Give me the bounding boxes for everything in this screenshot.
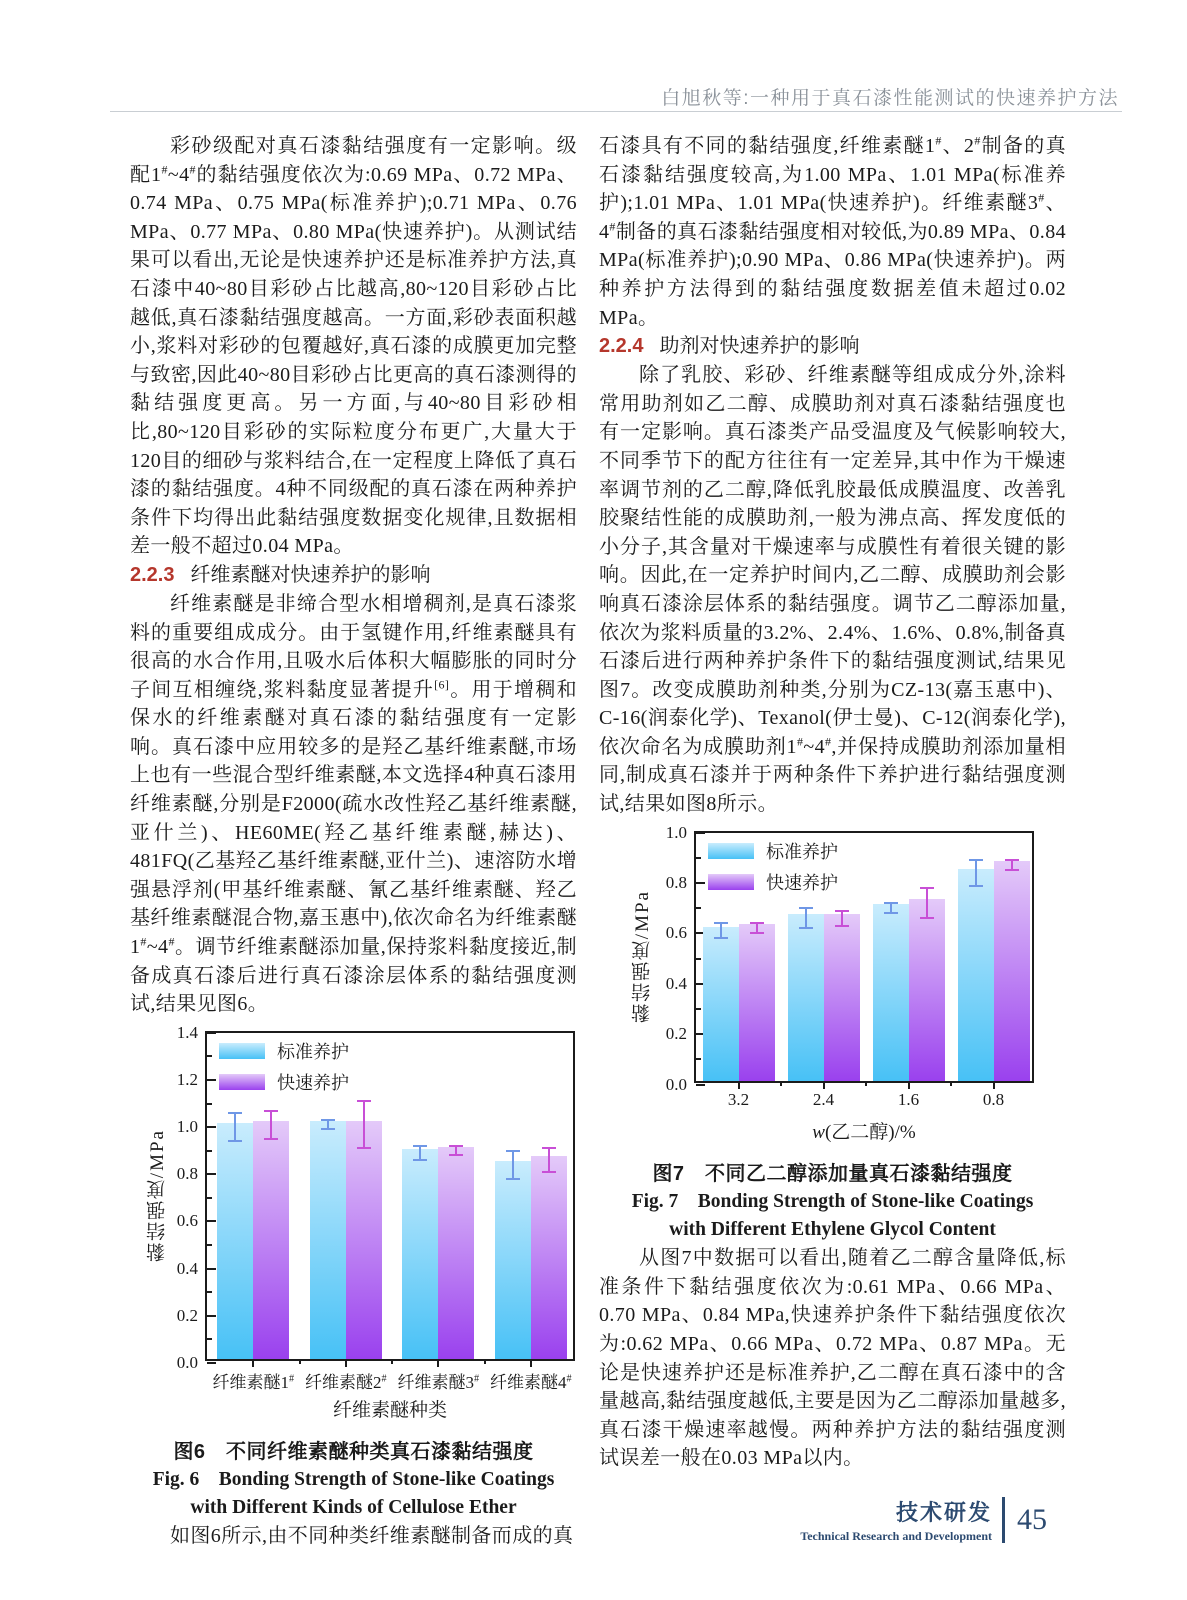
header-rule <box>110 111 1122 112</box>
y-major-tick <box>207 1079 216 1081</box>
x-major-tick <box>437 1359 439 1367</box>
error-cap-bottom <box>228 1140 242 1142</box>
x-tick-label: 纤维素醚1# <box>212 1372 295 1392</box>
legend-item <box>708 869 838 895</box>
x-major-tick <box>252 1359 254 1367</box>
y-tick-label: 0.2 <box>176 1305 198 1325</box>
error-cap-top <box>835 910 849 912</box>
bar-快速养护 <box>346 1121 382 1359</box>
y-tick-label: 0.2 <box>665 1024 687 1044</box>
error-cap-top <box>884 902 898 904</box>
bar-快速养护 <box>909 899 945 1080</box>
error-cap-bottom <box>264 1138 278 1140</box>
bar-快速养护 <box>824 914 860 1080</box>
y-minor-tick <box>207 1103 212 1105</box>
error-cap-bottom <box>1005 869 1019 871</box>
y-tick-label: 0.6 <box>176 1211 198 1231</box>
y-tick-label: 1.2 <box>176 1069 198 1089</box>
paragraph: 彩砂级配对真石漆黏结强度有一定影响。级配1#~4#的黏结强度依次为:0.69 MPa、0.72 MPa、0.74 MPa、0.75 MPa(标准养护);0.71 MPa、0.76 MPa、0.77 MPa、0.80 MPa(快速养护)。从测试结果可以看出,无论是快速养护还是标准养护方法,真石漆中40~80目彩砂占比越高,80~120目彩砂占比越低,真石漆黏结强度越高。一方面,彩砂表面积越小,浆料对彩砂的包覆越好,真石漆的成膜更加完整与致密,因此40~80目彩砂占比更高的真石漆测得的黏结强度更高。另一方面,与40~80目彩砂相比,80~120目彩砂的实际粒度分布更广,大量大于120目的细砂与浆料结合,在一定程度上降低了真石漆的黏结强度。4种不同级配的真石漆在两种养护条件下均得出此黏结强度数据变化规律,且数据相差一般不超过0.04 MPa。 <box>130 135 577 558</box>
error-bar <box>419 1146 421 1160</box>
error-bar <box>841 911 843 926</box>
y-minor-tick <box>207 1197 212 1199</box>
section-heading-223 <box>130 561 577 590</box>
error-bar <box>363 1101 365 1148</box>
paragraph: 如图6所示,由不同种类纤维素醚制备而成的真 <box>170 1525 574 1548</box>
error-bar <box>548 1148 550 1172</box>
error-cap-bottom <box>835 925 849 927</box>
plot-area <box>665 822 1034 1109</box>
error-cap-top <box>920 887 934 889</box>
y-minor-tick <box>207 1055 212 1057</box>
legend-swatch <box>219 1074 265 1090</box>
error-cap-bottom <box>750 932 764 934</box>
page-number: 45 <box>1017 1503 1047 1536</box>
y-tick-label: 0.0 <box>665 1074 687 1094</box>
paragraph: 石漆具有不同的黏结强度,纤维素醚1#、2#制备的真石漆黏结强度较高,为1.00 MPa、1.01 MPa(标准养护);1.01 MPa、1.01 MPa(快速养护)。纤维素醚3#、4#制备的真石漆黏结强度相对较低,为0.89 MPa、0.84 MPa(标准养护);0.90 MPa、0.86 MPa(快速养护)。两种养护方法得到的黏结强度数据差值未超过0.02 MPa。 <box>599 133 1066 329</box>
bar-标准养护 <box>703 927 739 1081</box>
section-title: 纤维素醚对快速养护的影响 <box>190 563 431 586</box>
legend-label: 快速养护 <box>277 1072 349 1093</box>
x-tick-label: 纤维素醚4# <box>489 1372 572 1392</box>
error-cap-top <box>750 922 764 924</box>
y-major-tick <box>696 832 705 834</box>
x-major-tick <box>738 1081 740 1089</box>
error-cap-top <box>413 1145 427 1147</box>
y-major-tick <box>207 1220 216 1222</box>
error-cap-bottom <box>321 1128 335 1130</box>
x-minor-tick <box>391 1359 393 1364</box>
legend-label: 标准养护 <box>277 1041 349 1062</box>
x-minor-tick <box>484 1359 486 1364</box>
x-axis-title: w(乙二醇)/% <box>812 1121 916 1143</box>
y-axis-title <box>629 831 656 1083</box>
figure7-caption-en: Fig. 7 Bonding Strength of Stone-like Coatings with Different Ethylene Glycol Content <box>631 1190 1034 1240</box>
error-bar <box>926 888 928 918</box>
section-heading-224 <box>599 332 1066 361</box>
bar-标准养护 <box>788 914 824 1080</box>
y-minor-tick <box>207 1338 212 1340</box>
error-cap-top <box>357 1100 371 1102</box>
figure7-caption-cn: 图7 不同乙二醇添加量真石漆黏结强度 <box>652 1162 1013 1185</box>
left-column <box>130 132 577 1551</box>
bar-快速养护 <box>253 1121 289 1359</box>
y-minor-tick <box>696 1058 701 1060</box>
legend-label: 标准养护 <box>766 841 838 862</box>
x-major-tick <box>823 1081 825 1089</box>
footer-divider <box>1002 1497 1005 1543</box>
y-minor-tick <box>696 958 701 960</box>
y-major-tick <box>696 1084 705 1086</box>
y-tick-label: 1.0 <box>665 822 687 842</box>
legend-item <box>219 1038 349 1064</box>
two-column-body <box>130 132 1066 1551</box>
paragraph: 从图7中数据可以看出,随着乙二醇含量降低,标准条件下黏结强度依次为:0.61 MPa、0.66 MPa、0.70 MPa、0.84 MPa,快速养护条件下黏结强度依次为:0.62 MPa、0.66 MPa、0.72 MPa、0.87 MPa。无论是快速养护还是标准养护,乙二醇在真石漆中的含量越高,黏结强度越低,主要是因为乙二醇添加量越多,真石漆干燥速率越慢。两种养护方法的黏结强度测试误差一般在0.03 MPa以内。 <box>599 1247 1066 1470</box>
right-column <box>599 132 1066 1551</box>
error-cap-top <box>321 1119 335 1121</box>
error-cap-top <box>542 1147 556 1149</box>
legend-label: 快速养护 <box>766 872 838 893</box>
y-tick-label: 0.4 <box>176 1258 198 1278</box>
bar-标准养护 <box>217 1123 253 1359</box>
x-major-tick <box>908 1081 910 1089</box>
running-head: 白旭秋等:一种用于真石漆性能测试的快速养护方法 <box>661 88 1119 109</box>
bar-快速养护 <box>739 924 775 1080</box>
error-cap-top <box>1005 859 1019 861</box>
x-minor-tick <box>780 1081 782 1086</box>
error-bar <box>234 1113 236 1141</box>
bar-标准养护 <box>495 1161 531 1359</box>
error-cap-top <box>228 1112 242 1114</box>
error-cap-top <box>506 1150 520 1152</box>
error-cap-top <box>969 859 983 861</box>
x-major-tick <box>993 1081 995 1089</box>
error-cap-bottom <box>542 1171 556 1173</box>
error-cap-top <box>714 922 728 924</box>
y-tick-label: 1.4 <box>176 1022 198 1042</box>
paragraph: 纤维素醚是非缔合型水相增稠剂,是真石漆浆料的重要组成成分。由于氢键作用,纤维素醚具有很高的水合作用,且吸水后体积大幅膨胀的同时分子间互相缠绕,浆料黏度显著提升[6]。用于增稠和保水的纤维素醚对真石漆的黏结强度有一定影响。真石漆中应用较多的是羟乙基纤维素醚,市场上也有一些混合型纤维素醚,本文选择4种真石漆用纤维素醚,分别是F2000(疏水改性羟乙基纤维素醚,亚什兰)、HE60ME(羟乙基纤维素醚,赫达)、481FQ(乙基羟乙基纤维素醚,亚什兰)、速溶防水增强悬浮剂(甲基纤维素醚、氰乙基纤维素醚、羟乙基纤维素醚混合物,嘉玉惠中),依次命名为纤维素醚1#~4#。调节纤维素醚添加量,保持浆料黏度接近,制备成真石漆后进行真石漆涂层体系的黏结强度测试,结果见图6。 <box>130 592 577 1016</box>
legend-item <box>219 1069 349 1095</box>
y-tick-label: 0.6 <box>665 923 687 943</box>
y-major-tick <box>207 1268 216 1270</box>
paragraph: 除了乳胶、彩砂、纤维素醚等组成成分外,涂料常用助剂如乙二醇、成膜助剂对真石漆黏结强度也有一定影响。真石漆类产品受温度及气候影响较大,不同季节下的配方往往有一定差异,其中作为干燥速率调节剂的乙二醇,降低乳胶最低成膜温度、改善乳胶聚结性能的成膜助剂,一般为沸点高、挥发度低的小分子,其含量对干燥速率与成膜性有着很关键的影响。因此,在一定养护时间内,乙二醇、成膜助剂会影响真石漆涂层体系的黏结强度。调节乙二醇添加量,依次为浆料质量的3.2%、2.4%、1.6%、0.8%,制备真石漆后进行两种养护条件下的黏结强度测试,结果见图7。改变成膜助剂种类,分别为CZ-13(嘉玉惠中)、C-16(润泰化学)、Texanol(伊士曼)、C-12(润泰化学),依次命名为成膜助剂1#~4#,并保持成膜助剂添加量相同,制成真石漆并于两种条件下养护进行黏结强度测试,结果如图8所示。 <box>599 364 1066 816</box>
legend-swatch <box>708 843 754 859</box>
footer-section-en: Technical Research and Development <box>800 1529 992 1543</box>
x-tick-label: 0.8 <box>982 1089 1005 1109</box>
figure6-chart <box>130 1022 577 1425</box>
error-cap-bottom <box>413 1159 427 1161</box>
y-minor-tick <box>696 907 701 909</box>
section-title: 助剂对快速养护的影响 <box>659 335 860 358</box>
y-axis-title <box>144 1031 171 1361</box>
y-axis-title-text: 黏结强度/MPa <box>632 890 653 1024</box>
section-number: 2.2.3 <box>130 563 175 586</box>
y-tick-label: 0.0 <box>176 1352 198 1372</box>
y-minor-tick <box>696 1008 701 1010</box>
y-tick-label: 1.0 <box>176 1117 198 1137</box>
y-major-tick <box>207 1126 216 1128</box>
x-minor-tick <box>299 1359 301 1364</box>
x-tick-label: 2.4 <box>812 1089 835 1109</box>
x-axis-title: 纤维素醚种类 <box>332 1399 447 1421</box>
error-bar <box>270 1111 272 1139</box>
error-cap-bottom <box>969 885 983 887</box>
x-tick-label: 纤维素醚3# <box>397 1372 480 1392</box>
error-cap-bottom <box>714 937 728 939</box>
error-bar <box>805 908 807 928</box>
error-cap-bottom <box>357 1147 371 1149</box>
legend-swatch <box>219 1043 265 1059</box>
bar-标准养护 <box>402 1149 438 1359</box>
x-tick-label: 3.2 <box>727 1089 750 1109</box>
y-minor-tick <box>696 857 701 859</box>
x-tick-label: 纤维素醚2# <box>304 1372 387 1392</box>
bar-快速养护 <box>994 861 1030 1080</box>
error-cap-top <box>449 1145 463 1147</box>
x-minor-tick <box>865 1081 867 1086</box>
legend <box>219 1038 349 1095</box>
y-axis-title-text: 黏结强度/MPa <box>147 1129 168 1263</box>
legend <box>708 838 838 895</box>
bar-标准养护 <box>310 1121 346 1359</box>
figure6-caption-cn: 图6 不同纤维素醚种类真石漆黏结强度 <box>173 1440 534 1463</box>
page-footer <box>800 1496 1047 1544</box>
legend-swatch <box>708 874 754 890</box>
error-bar <box>512 1151 514 1179</box>
x-minor-tick <box>950 1081 952 1086</box>
figure7-chart <box>599 822 1066 1147</box>
y-tick-label: 0.4 <box>665 973 687 993</box>
error-cap-bottom <box>799 927 813 929</box>
y-major-tick <box>207 1362 216 1364</box>
bar-快速养护 <box>438 1147 474 1359</box>
error-cap-bottom <box>449 1154 463 1156</box>
x-major-tick <box>345 1359 347 1367</box>
error-bar <box>975 860 977 885</box>
y-minor-tick <box>207 1150 212 1152</box>
y-major-tick <box>207 1315 216 1317</box>
section-number: 2.2.4 <box>599 335 644 358</box>
y-minor-tick <box>207 1291 212 1293</box>
error-bar <box>720 923 722 938</box>
legend-item <box>708 838 838 864</box>
footer-section-cn: 技术研发 <box>895 1500 992 1525</box>
error-cap-bottom <box>920 917 934 919</box>
y-tick-label: 0.8 <box>665 873 687 893</box>
y-tick-label: 0.8 <box>176 1164 198 1184</box>
y-major-tick <box>696 882 705 884</box>
x-major-tick <box>530 1359 532 1367</box>
error-cap-top <box>264 1110 278 1112</box>
x-tick-label: 1.6 <box>897 1089 920 1109</box>
error-cap-bottom <box>506 1178 520 1180</box>
footer-section-label <box>800 1496 992 1544</box>
y-major-tick <box>207 1032 216 1034</box>
bar-快速养护 <box>531 1156 567 1359</box>
figure6-caption-en: Fig. 6 Bonding Strength of Stone-like Coatings with Different Kinds of Cellulose Ether <box>152 1468 555 1519</box>
bar-标准养护 <box>958 869 994 1081</box>
plot-area <box>176 1022 575 1392</box>
y-minor-tick <box>207 1244 212 1246</box>
y-major-tick <box>207 1173 216 1175</box>
error-cap-top <box>799 907 813 909</box>
error-cap-bottom <box>884 912 898 914</box>
bar-标准养护 <box>873 904 909 1080</box>
